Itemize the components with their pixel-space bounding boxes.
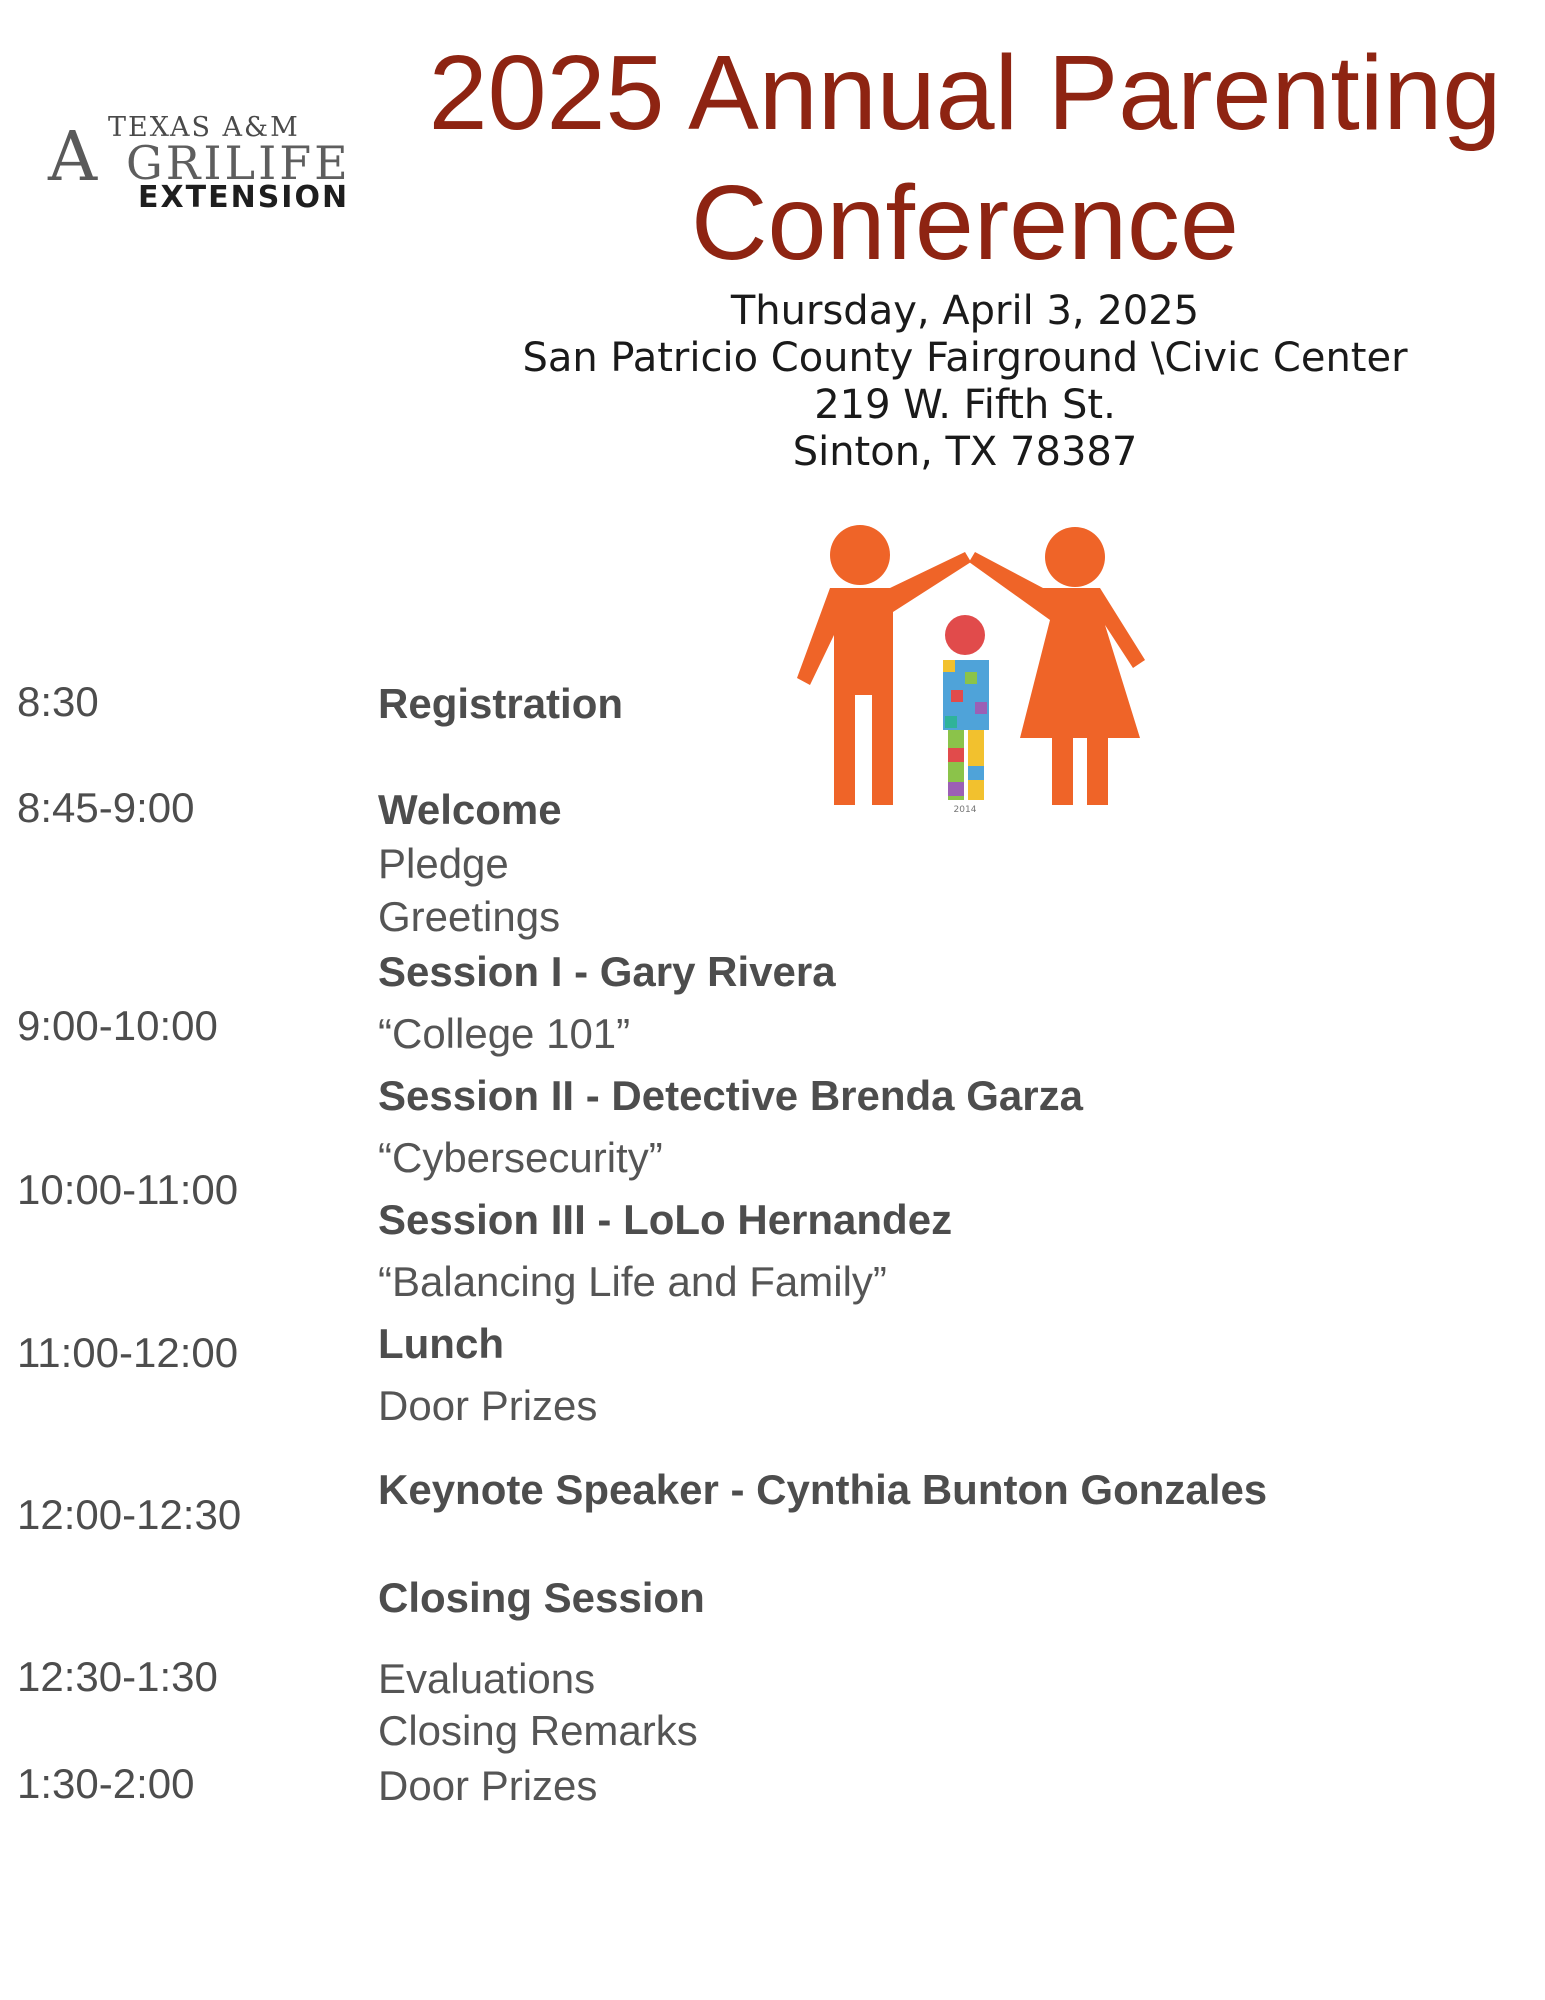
agenda-item-heading: Keynote Speaker - Cynthia Bunton Gonzales bbox=[378, 1466, 1268, 1513]
logo-agrilife-text: GRILIFE bbox=[126, 136, 351, 190]
logo-texas-am-text: TEXAS A&M bbox=[108, 112, 300, 143]
agenda-item-heading: Session III - LoLo Hernandez bbox=[378, 1196, 953, 1243]
agenda-item: Greetings bbox=[378, 893, 561, 940]
child-figure bbox=[943, 615, 989, 800]
title-line-1: 2025 Annual Parenting bbox=[428, 34, 1502, 152]
event-venue: San Patricio County Fairground \Civic Center bbox=[522, 335, 1408, 381]
agrilife-extension-logo bbox=[48, 112, 418, 222]
time-slot: 12:30-1:30 bbox=[17, 1653, 218, 1700]
time-slot: 11:00-12:00 bbox=[17, 1329, 239, 1376]
time-slot: 9:00-10:00 bbox=[17, 1002, 218, 1049]
agenda-item: Door Prizes bbox=[378, 1762, 598, 1809]
agenda-item: Door Prizes bbox=[378, 1382, 598, 1429]
agenda-item-heading: Session II - Detective Brenda Garza bbox=[378, 1072, 1083, 1119]
agenda-item: Pledge bbox=[378, 840, 509, 887]
mother-figure bbox=[969, 527, 1145, 805]
title-line-2: Conference bbox=[690, 164, 1239, 282]
logo-extension-text: EXTENSION bbox=[138, 180, 350, 215]
time-slot: 8:30 bbox=[17, 678, 99, 725]
logo-agrilife-initial: A bbox=[48, 118, 98, 197]
event-details bbox=[440, 288, 1490, 476]
agenda-item: Closing Remarks bbox=[378, 1707, 698, 1754]
agenda-item: “Cybersecurity” bbox=[378, 1134, 663, 1181]
family-icon bbox=[775, 520, 1165, 820]
time-slot: 12:00-12:30 bbox=[17, 1491, 242, 1538]
time-slot: 8:45-9:00 bbox=[17, 784, 195, 831]
event-street: 219 W. Fifth St. bbox=[814, 382, 1116, 428]
page-title bbox=[390, 28, 1540, 288]
time-slot: 10:00-11:00 bbox=[17, 1166, 239, 1213]
event-city: Sinton, TX 78387 bbox=[792, 429, 1138, 475]
agenda-item-heading: Closing Session bbox=[378, 1574, 705, 1621]
event-date: Thursday, April 3, 2025 bbox=[730, 288, 1200, 334]
agenda-item-heading: Session I - Gary Rivera bbox=[378, 948, 836, 995]
illustration-caption: 2014 bbox=[953, 805, 977, 815]
agenda-item-heading: Registration bbox=[378, 680, 624, 727]
time-slot: 1:30-2:00 bbox=[17, 1760, 195, 1807]
agenda-item: “Balancing Life and Family” bbox=[378, 1258, 887, 1305]
agenda-item-heading: Lunch bbox=[378, 1320, 504, 1367]
agenda-item: Evaluations bbox=[378, 1655, 596, 1702]
agenda-item-heading: Welcome bbox=[378, 786, 562, 833]
agenda-item: “College 101” bbox=[378, 1010, 631, 1057]
